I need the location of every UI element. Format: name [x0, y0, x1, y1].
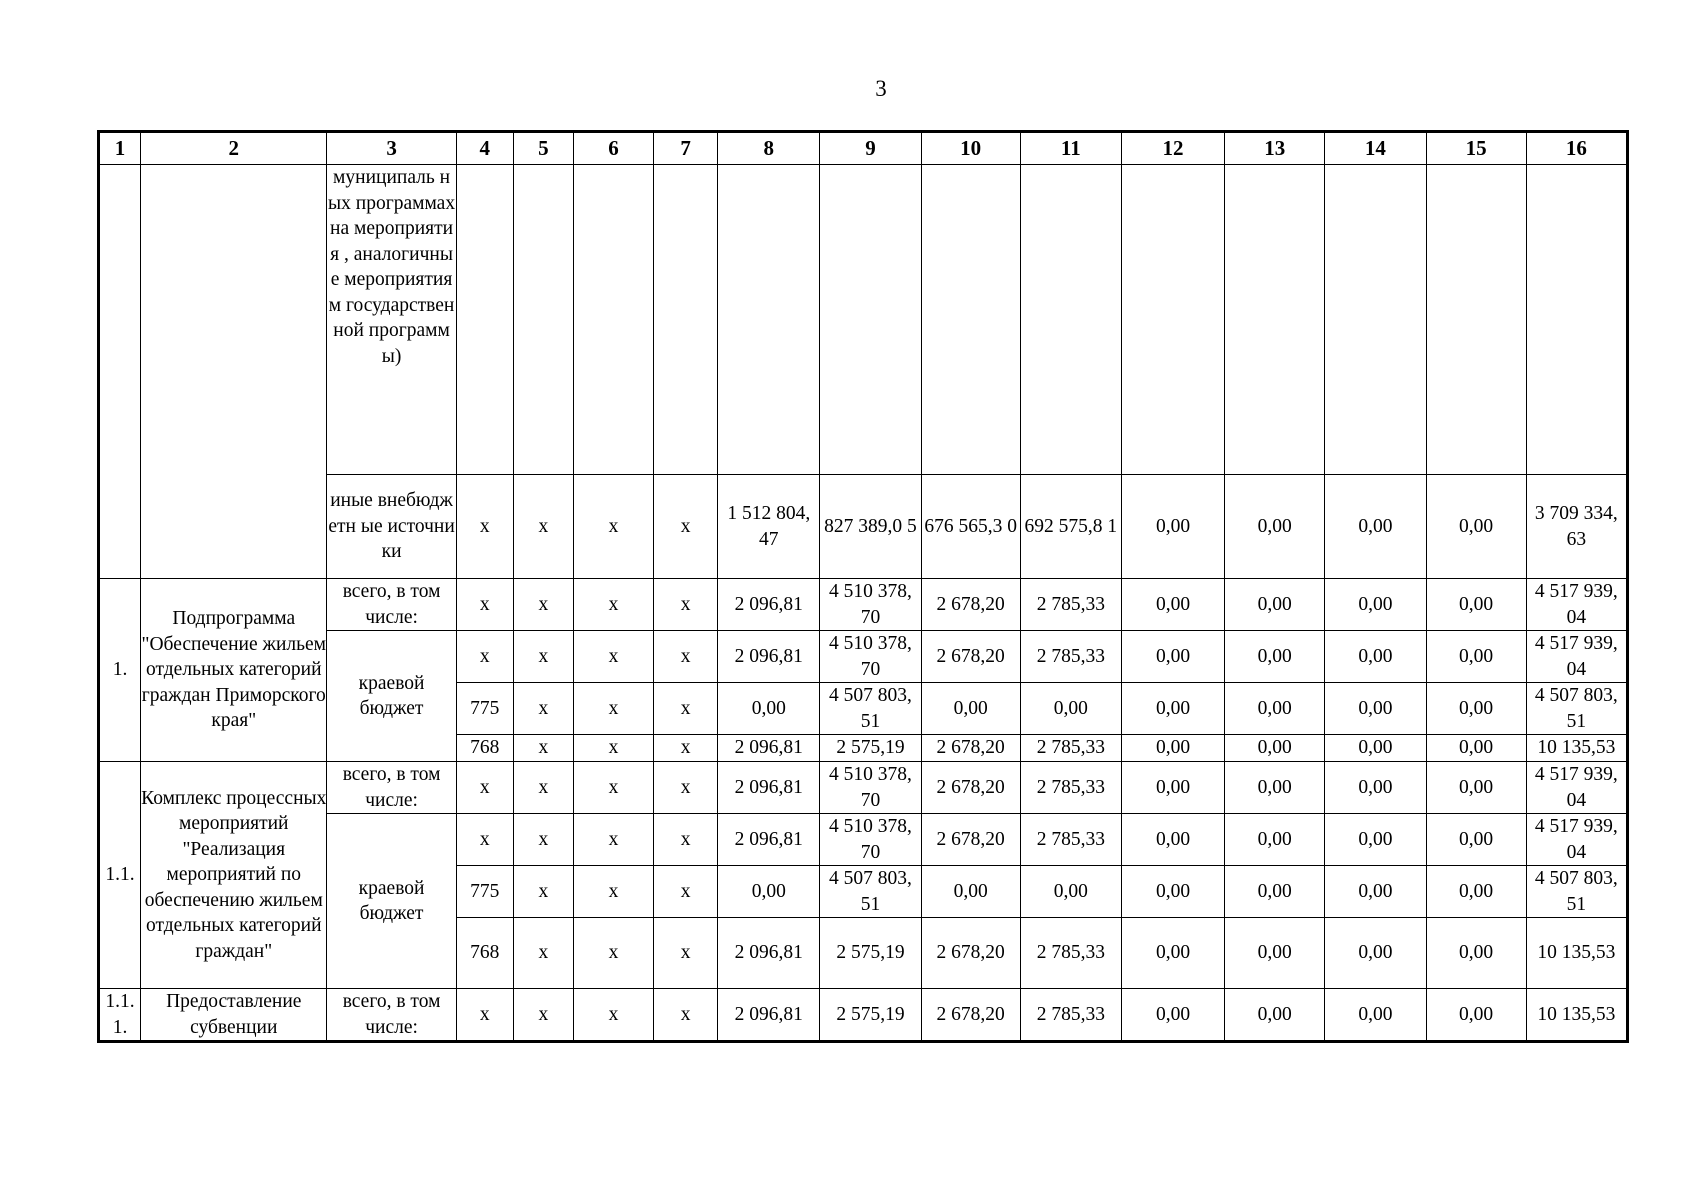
- value-cell: 4 510 378, 70: [820, 762, 921, 814]
- source-total: всего, в том числе:: [327, 989, 456, 1042]
- value-cell: 2 678,20: [921, 989, 1020, 1042]
- value-cell: 0,00: [1121, 579, 1224, 631]
- header-cell: 4: [456, 132, 513, 165]
- value-cell: x: [654, 631, 718, 683]
- value-cell: x: [573, 989, 653, 1042]
- value-cell: 0,00: [1325, 579, 1426, 631]
- value-cell: 4 507 803, 51: [820, 866, 921, 918]
- value-cell: x: [573, 918, 653, 989]
- value-cell: 2 678,20: [921, 762, 1020, 814]
- header-cell: 5: [513, 132, 573, 165]
- row-number: 1.1.: [99, 762, 141, 989]
- value-cell: 0,00: [1325, 762, 1426, 814]
- value-cell: 676 565,3 0: [921, 475, 1020, 579]
- value-cell: 2 785,33: [1020, 735, 1121, 762]
- value-cell: x: [573, 735, 653, 762]
- value-cell: 0,00: [1225, 866, 1325, 918]
- value-cell: 768: [456, 918, 513, 989]
- value-cell: 2 785,33: [1020, 762, 1121, 814]
- value-cell: x: [654, 814, 718, 866]
- value-cell: x: [573, 814, 653, 866]
- value-cell: 0,00: [1426, 579, 1526, 631]
- value-cell: x: [456, 762, 513, 814]
- value-cell: 0,00: [1225, 918, 1325, 989]
- value-cell: x: [513, 918, 573, 989]
- value-cell: 0,00: [1325, 735, 1426, 762]
- value-cell: x: [456, 475, 513, 579]
- subprogram-name: Подпрограмма "Обеспечение жильем отдельных категорий граждан Приморского края": [141, 579, 327, 762]
- value-cell: 0,00: [1225, 683, 1325, 735]
- value-cell: 10 135,53: [1526, 989, 1627, 1042]
- value-cell: x: [654, 579, 718, 631]
- value-cell: 1 512 804, 47: [718, 475, 820, 579]
- value-cell: 4 510 378, 70: [820, 631, 921, 683]
- value-cell: x: [654, 918, 718, 989]
- value-cell: 0,00: [1121, 918, 1224, 989]
- value-cell: 0,00: [1020, 866, 1121, 918]
- value-cell: x: [573, 631, 653, 683]
- value-cell: 0,00: [1225, 579, 1325, 631]
- value-cell: 2 096,81: [718, 735, 820, 762]
- value-cell: 0,00: [1121, 631, 1224, 683]
- value-cell: x: [573, 762, 653, 814]
- value-cell: 10 135,53: [1526, 918, 1627, 989]
- value-cell: 0,00: [1325, 918, 1426, 989]
- value-cell: x: [573, 579, 653, 631]
- header-cell: 15: [1426, 132, 1526, 165]
- source-municipal: муниципаль ных программах на мероприятия , аналогичные мероприятия м государствен ной программы): [327, 165, 456, 475]
- value-cell: 0,00: [718, 866, 820, 918]
- value-cell: x: [654, 475, 718, 579]
- value-cell: x: [573, 683, 653, 735]
- value-cell: 4 517 939, 04: [1526, 814, 1627, 866]
- header-cell: 13: [1225, 132, 1325, 165]
- value-cell: 2 096,81: [718, 989, 820, 1042]
- value-cell: 2 096,81: [718, 579, 820, 631]
- value-cell: 4 517 939, 04: [1526, 579, 1627, 631]
- header-cell: 9: [820, 132, 921, 165]
- value-cell: x: [456, 989, 513, 1042]
- value-cell: 0,00: [1225, 735, 1325, 762]
- value-cell: x: [513, 475, 573, 579]
- header-cell: 6: [573, 132, 653, 165]
- source-other: иные внебюджетн ые источники: [327, 475, 456, 579]
- value-cell: 0,00: [1325, 866, 1426, 918]
- value-cell: 2 785,33: [1020, 814, 1121, 866]
- budget-table: [97, 130, 1629, 1043]
- row-number: 1.1. 1.: [99, 989, 141, 1042]
- value-cell: 0,00: [1325, 814, 1426, 866]
- value-cell: x: [513, 866, 573, 918]
- value-cell: 2 096,81: [718, 631, 820, 683]
- row-number: 1.: [99, 579, 141, 762]
- value-cell: 2 678,20: [921, 735, 1020, 762]
- value-cell: 0,00: [1020, 683, 1121, 735]
- value-cell: 4 507 803, 51: [820, 683, 921, 735]
- value-cell: 0,00: [1121, 762, 1224, 814]
- value-cell: 2 785,33: [1020, 918, 1121, 989]
- value-cell: 827 389,0 5: [820, 475, 921, 579]
- value-cell: 768: [456, 735, 513, 762]
- value-cell: 2 678,20: [921, 814, 1020, 866]
- value-cell: 0,00: [1426, 475, 1526, 579]
- value-cell: x: [654, 762, 718, 814]
- header-cell: 11: [1020, 132, 1121, 165]
- value-cell: x: [456, 814, 513, 866]
- value-cell: 0,00: [1121, 814, 1224, 866]
- complex-name: Комплекс процессных мероприятий "Реализация мероприятий по обеспечению жильем отдельных категорий граждан": [141, 762, 327, 989]
- page-number: 3: [875, 76, 887, 101]
- header-cell: 10: [921, 132, 1020, 165]
- value-cell: 0,00: [921, 866, 1020, 918]
- value-cell: 0,00: [1426, 683, 1526, 735]
- value-cell: x: [573, 475, 653, 579]
- value-cell: 775: [456, 866, 513, 918]
- header-cell: 16: [1526, 132, 1627, 165]
- table-row: [99, 814, 1628, 866]
- header-cell: 8: [718, 132, 820, 165]
- value-cell: x: [513, 579, 573, 631]
- source-total: всего, в том числе:: [327, 579, 456, 631]
- header-cell: 3: [327, 132, 456, 165]
- value-cell: 4 507 803, 51: [1526, 866, 1627, 918]
- value-cell: x: [654, 866, 718, 918]
- source-kraevoy: краевой бюджет: [327, 631, 456, 762]
- value-cell: 2 096,81: [718, 814, 820, 866]
- value-cell: 2 785,33: [1020, 579, 1121, 631]
- table-row: [99, 475, 1628, 579]
- header-cell: 7: [654, 132, 718, 165]
- value-cell: 692 575,8 1: [1020, 475, 1121, 579]
- value-cell: 0,00: [1325, 631, 1426, 683]
- value-cell: 10 135,53: [1526, 735, 1627, 762]
- value-cell: 0,00: [1325, 989, 1426, 1042]
- value-cell: 0,00: [1426, 762, 1526, 814]
- table-row: [99, 989, 1628, 1042]
- value-cell: 0,00: [1225, 814, 1325, 866]
- header-cell: 2: [141, 132, 327, 165]
- value-cell: 0,00: [1325, 683, 1426, 735]
- value-cell: 0,00: [1426, 735, 1526, 762]
- value-cell: 0,00: [1426, 866, 1526, 918]
- value-cell: 4 507 803, 51: [1526, 683, 1627, 735]
- value-cell: x: [654, 683, 718, 735]
- value-cell: 0,00: [1121, 735, 1224, 762]
- value-cell: 0,00: [1121, 866, 1224, 918]
- value-cell: 0,00: [1121, 683, 1224, 735]
- header-cell: 12: [1121, 132, 1224, 165]
- value-cell: 0,00: [1426, 814, 1526, 866]
- value-cell: 775: [456, 683, 513, 735]
- value-cell: 0,00: [718, 683, 820, 735]
- value-cell: x: [456, 579, 513, 631]
- value-cell: 2 575,19: [820, 735, 921, 762]
- value-cell: 2 575,19: [820, 918, 921, 989]
- header-cell: 1: [99, 132, 141, 165]
- value-cell: x: [654, 735, 718, 762]
- value-cell: 0,00: [1225, 475, 1325, 579]
- value-cell: 3 709 334, 63: [1526, 475, 1627, 579]
- value-cell: 2 785,33: [1020, 631, 1121, 683]
- value-cell: 0,00: [1225, 989, 1325, 1042]
- value-cell: 4 510 378, 70: [820, 579, 921, 631]
- header-row: [99, 132, 1628, 165]
- value-cell: 0,00: [921, 683, 1020, 735]
- source-total: всего, в том числе:: [327, 762, 456, 814]
- value-cell: 2 678,20: [921, 579, 1020, 631]
- table-row: [99, 165, 1628, 475]
- cell-empty: [141, 165, 327, 579]
- value-cell: 2 096,81: [718, 918, 820, 989]
- value-cell: 4 517 939, 04: [1526, 631, 1627, 683]
- value-cell: 0,00: [1426, 989, 1526, 1042]
- value-cell: x: [513, 735, 573, 762]
- value-cell: 0,00: [1325, 475, 1426, 579]
- value-cell: x: [573, 866, 653, 918]
- value-cell: x: [513, 631, 573, 683]
- value-cell: 0,00: [1225, 762, 1325, 814]
- value-cell: x: [654, 989, 718, 1042]
- value-cell: 0,00: [1225, 631, 1325, 683]
- value-cell: 0,00: [1426, 631, 1526, 683]
- value-cell: 4 510 378, 70: [820, 814, 921, 866]
- value-cell: x: [513, 683, 573, 735]
- value-cell: x: [513, 989, 573, 1042]
- value-cell: 4 517 939, 04: [1526, 762, 1627, 814]
- value-cell: 0,00: [1121, 989, 1224, 1042]
- table-row: [99, 631, 1628, 683]
- value-cell: 0,00: [1121, 475, 1224, 579]
- header-cell: 14: [1325, 132, 1426, 165]
- cell-empty: [99, 165, 141, 579]
- value-cell: 2 096,81: [718, 762, 820, 814]
- value-cell: x: [456, 631, 513, 683]
- value-cell: 2 575,19: [820, 989, 921, 1042]
- table-row: [99, 579, 1628, 631]
- value-cell: 0,00: [1426, 918, 1526, 989]
- table-row: [99, 762, 1628, 814]
- value-cell: 2 785,33: [1020, 989, 1121, 1042]
- value-cell: x: [513, 814, 573, 866]
- measure-name: Предоставление субвенции: [141, 989, 327, 1042]
- value-cell: 2 678,20: [921, 631, 1020, 683]
- source-kraevoy: краевой бюджет: [327, 814, 456, 989]
- value-cell: x: [513, 762, 573, 814]
- value-cell: 2 678,20: [921, 918, 1020, 989]
